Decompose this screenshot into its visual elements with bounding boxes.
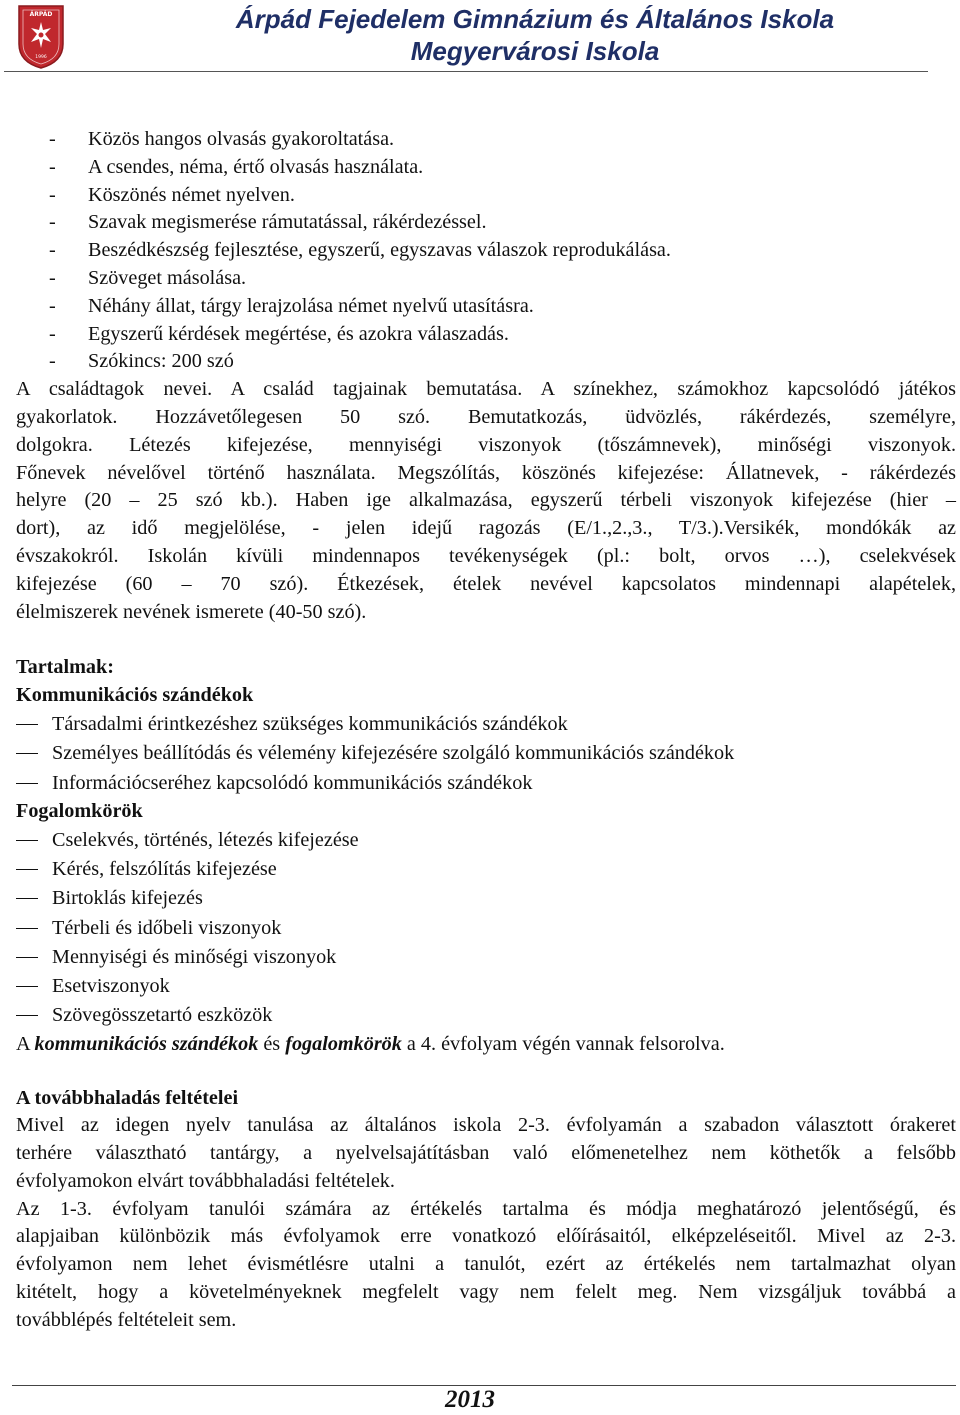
- progression-paragraph-1: [16, 1112, 956, 1195]
- paragraph-line: Mivel az idegen nyelv tanulása az általános iskola 2-3. évfolyamán a szabadon választott órakeret: [16, 1114, 956, 1137]
- progression-heading: A továbbhaladás feltételei: [16, 1086, 239, 1109]
- paragraph-line: gyakorlatok. Hozzávetőlegesen 50 szó. Bemutatkozás, üdvözlés, rákérdezés, személyre,: [16, 405, 956, 428]
- list-item: - Közös hangos olvasás gyakoroltatása.: [49, 128, 395, 150]
- dash-bullet-icon: [16, 869, 38, 870]
- summary-sentence: A kommunikációs szándékok és fogalomkörök a 4. évfolyam végén vannak felsorolva.: [16, 1032, 725, 1055]
- list-item: - Néhány állat, tárgy lerajzolása német nyelvű utasításra.: [49, 294, 534, 317]
- paragraph-line: alapjaiban különbözik más évfolyamok erre vonatkozó előírásaitól, elképzeléseitől. Mivel az 2-3.: [16, 1225, 956, 1248]
- paragraph-line: Főnevek névelővel történő használata. Megszólítás, köszönés kifejezése: Állatnevek, - rákérdezés: [16, 461, 956, 484]
- list-item: Esetviszonyok: [16, 972, 956, 1001]
- concept-areas-list: [16, 826, 956, 1031]
- list-item: - Szavak megismerése rámutatással, rákérdezéssel.: [49, 211, 487, 234]
- paragraph-line: Az 1-3. évfolyam tanulói számára az értékelés tartalma és módja meghatározó jelentőségű, és: [16, 1197, 956, 1220]
- paragraph-line: továbblépés feltételeit sem.: [16, 1308, 237, 1331]
- dash-bullet-icon: [16, 783, 38, 784]
- dash-bullet-icon: [16, 840, 38, 841]
- dash-bullet-icon: [16, 928, 38, 929]
- header-divider: [4, 71, 928, 72]
- list-item: Társadalmi érintkezéshez szükséges kommunikációs szándékok: [16, 710, 956, 739]
- list-item: Térbeli és időbeli viszonyok: [16, 914, 956, 943]
- list-item: Személyes beállítódás és vélemény kifejezésére szolgáló kommunikációs szándékok: [16, 739, 956, 768]
- school-crest-icon: [17, 4, 65, 70]
- document-body: [16, 126, 956, 1335]
- paragraph-line: élelmiszerek nevének ismerete (40-50 szó).: [16, 600, 367, 623]
- summary-emphasis: kommunikációs szándékok: [34, 1032, 259, 1055]
- paragraph-line: évszakokról. Iskolán kívüli mindennapos tevékenységek (pl.: bolt, orvos …), cselekvések: [16, 544, 956, 567]
- list-item: Cselekvés, történés, létezés kifejezése: [16, 826, 956, 855]
- list-item: - A csendes, néma, értő olvasás használata.: [49, 155, 424, 178]
- dash-bullet-icon: [16, 957, 38, 958]
- activity-list: [16, 126, 956, 376]
- list-item: - Egyszerű kérdések megértése, és azokra válaszadás.: [49, 322, 509, 345]
- list-item: - Köszönés német nyelven.: [49, 183, 295, 206]
- summary-emphasis: fogalomkörök: [285, 1032, 402, 1055]
- list-item: Információcseréhez kapcsolódó kommunikációs szándékok: [16, 769, 956, 798]
- paragraph-line: évfolyamokon elvárt továbbhaladási feltételek.: [16, 1169, 395, 1192]
- paragraph-line: dolgokra. Létezés kifejezése, mennyiségi viszonyok (tőszámnevek), minőségi viszonyok.: [16, 433, 956, 456]
- list-item: - Szókincs: 200 szó: [49, 350, 234, 373]
- dash-bullet-icon: [16, 986, 38, 987]
- concept-areas-heading: Fogalomkörök: [16, 799, 143, 822]
- paragraph-line: terhére választható tantárgy, a nyelvelsajátításban való előmenetelhez nem köthetők a felsőbb: [16, 1142, 956, 1165]
- dash-bullet-icon: [16, 753, 38, 754]
- list-item: - Szöveget másolása.: [49, 266, 247, 289]
- paragraph-line: helyre (20 – 25 szó kb.). Haben ige alkalmazása, egyszerű térbeli viszonyok kifejezése (hier –: [16, 489, 956, 512]
- list-item: Birtoklás kifejezés: [16, 884, 956, 913]
- communicative-intents-heading: Kommunikációs szándékok: [16, 684, 254, 707]
- svg-text:1996: 1996: [35, 55, 47, 60]
- paragraph-line: évfolyamon nem lehet évismétlésre utalni a tanulót, ezért az értékelés nem tartalmazhat olyan: [16, 1253, 956, 1276]
- footer-year: 2013: [445, 1386, 495, 1413]
- dash-bullet-icon: [16, 898, 38, 899]
- paragraph-line: dort), az idő megjelölése, - jelen idejű ragozás (E/1.,2.,3., T/3.).Versikék, mondókák az: [16, 517, 956, 540]
- paragraph-line: A családtagok nevei. A család tagjainak bemutatása. A színekhez, számokhoz kapcsolódó játékos: [16, 378, 956, 401]
- list-item: Kérés, felszólítás kifejezése: [16, 855, 956, 884]
- contents-heading: Tartalmak:: [16, 656, 114, 679]
- school-name: Árpád Fejedelem Gimnázium és Általános Iskola: [235, 4, 835, 34]
- paragraph-line: kifejezése (60 – 70 szó). Étkezések, ételek nevével kapcsolatos mindennapi alapételek,: [16, 572, 956, 595]
- page-header: [0, 0, 960, 74]
- list-item: - Beszédkészség fejlesztése, egyszerű, egyszavas válaszok reprodukálása.: [49, 239, 671, 262]
- school-unit-name: Megyervárosi Iskola: [410, 36, 660, 66]
- list-item: Szövegösszetartó eszközök: [16, 1001, 956, 1030]
- progression-paragraph-2: [16, 1196, 956, 1335]
- dash-bullet-icon: [16, 724, 38, 725]
- communicative-intents-list: [16, 710, 956, 798]
- paragraph-line: kitételt, hogy a követelményeknek megfelelt vagy nem felelt meg. Nem vizsgáljuk továbbá a: [16, 1281, 956, 1304]
- list-item: Mennyiségi és minőségi viszonyok: [16, 943, 956, 972]
- svg-text:ÁRPÁD: ÁRPÁD: [29, 11, 53, 18]
- vocabulary-paragraph: [16, 376, 956, 626]
- dash-bullet-icon: [16, 1015, 38, 1016]
